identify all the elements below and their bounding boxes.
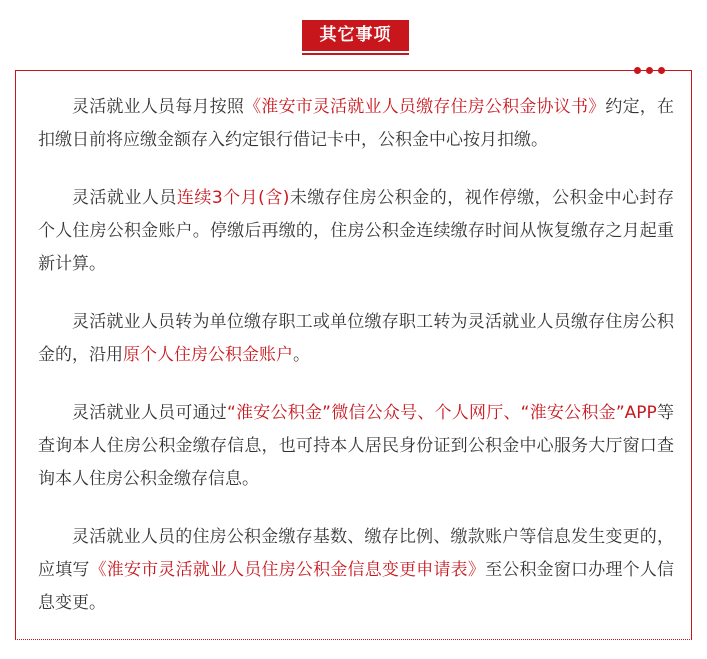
paragraph-4 xyxy=(38,397,674,496)
dot-icon xyxy=(658,67,665,74)
highlight-segment: 原个人住房公积金账户 xyxy=(123,345,293,365)
title-underline xyxy=(302,53,409,55)
paragraph-1 xyxy=(38,91,674,157)
highlight-segment: 《淮安市灵活就业人员住房公积金信息变更申请表》 xyxy=(89,560,486,580)
decorative-dots xyxy=(634,67,665,74)
text-segment: 灵活就业人员每月按照 xyxy=(72,97,245,117)
highlight-segment: 《淮安市灵活就业人员缴存住房公积金协议书》 xyxy=(244,97,606,117)
text-segment: 灵活就业人员可通过 xyxy=(72,403,228,423)
dot-icon xyxy=(634,67,641,74)
text-segment: 未缴存住房公积金的，视作停缴，公积金中心封存个人住房公积金账户。停缴后再缴的，住房公积金连续缴存时间从恢复缴存之月起重新计算。 xyxy=(38,188,675,274)
text-segment: 灵活就业人员转为单位缴存职工或单位缴存职工转为灵活就业人员缴存住房公积金的，沿用 xyxy=(38,312,674,365)
text-segment: 等查询本人住房公积金缴存信息，也可持本人居民身份证到公积金中心服务大厅窗口查询本人住房公积金缴存信息。 xyxy=(38,403,675,489)
paragraph-2 xyxy=(38,182,674,281)
highlight-segment: “淮安公积金”微信公众号、个人网厅、“淮安公积金”APP xyxy=(227,403,657,423)
text-segment: 约定，在扣缴日前将应缴金额存入约定银行借记卡中，公积金中心按月扣缴。 xyxy=(38,97,675,150)
paragraph-5 xyxy=(38,521,674,620)
paragraph-3 xyxy=(38,306,674,372)
text-segment: 灵活就业人员 xyxy=(72,188,177,208)
text-segment: 灵活就业人员的住房公积金缴存基数、缴存比例、缴款账户等信息发生变更的，应填写 xyxy=(38,527,674,580)
dot-icon xyxy=(646,67,653,74)
highlight-segment: 连续3个月(含) xyxy=(176,188,290,208)
text-segment: 。 xyxy=(293,345,310,365)
content-frame xyxy=(15,70,692,640)
section-title: 其它事项 xyxy=(302,20,409,51)
content-body xyxy=(38,91,674,645)
text-segment: 至公积金窗口办理个人信息变更。 xyxy=(38,560,675,613)
section-title-badge xyxy=(302,20,409,54)
